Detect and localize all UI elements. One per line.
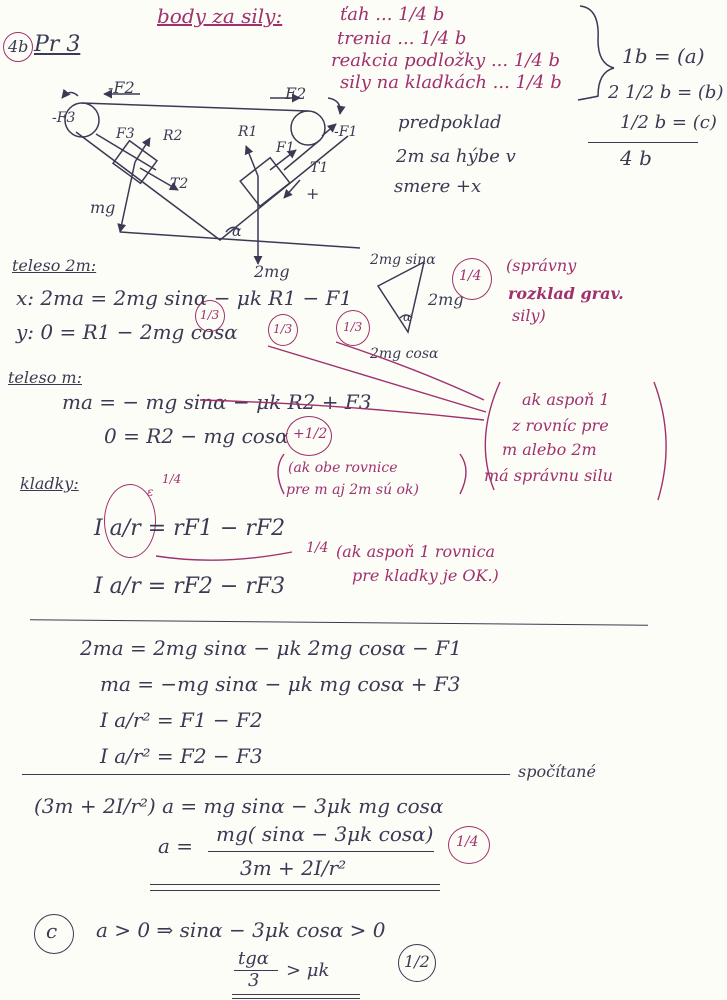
- connector-3: [200, 400, 484, 420]
- arrow-neg-f1: [322, 124, 336, 136]
- assumption-line-1: predpoklad: [398, 112, 502, 133]
- label-f3: F3: [116, 126, 135, 142]
- decomposition-triangle: [378, 262, 424, 332]
- part-c-frac-den: 3: [248, 970, 260, 991]
- problem-label: Pr 3: [34, 32, 81, 57]
- scoring-brace: [578, 6, 614, 100]
- arrow-t1: [284, 180, 300, 198]
- triangle-score: 1/4: [459, 268, 482, 284]
- arrow-rotation-left: [62, 92, 78, 98]
- bodym-score: +1/2: [293, 426, 328, 442]
- bodym-equation-2: 0 = R2 − mg cosα: [104, 424, 289, 448]
- part-c-inequality: a > 0 ⇒ sinα − 3μk cosα > 0: [96, 918, 386, 942]
- bodym-note-bracket-left: [278, 454, 284, 494]
- pulleys-equation-2: I a/r = rF2 − rF3: [94, 574, 286, 599]
- body2m-y-equation: y: 0 = R1 − 2mg cosα: [16, 320, 238, 344]
- part-c-score: 1/2: [404, 952, 430, 971]
- body2m-score-2: 1/3: [273, 322, 293, 336]
- rope-top: [82, 103, 308, 111]
- triangle-angle-arc: [400, 315, 412, 318]
- label-plus: +: [306, 184, 320, 203]
- part-c-frac-num: tgα: [238, 948, 269, 969]
- result-a-lhs: a =: [158, 834, 194, 858]
- result-denominator: 3m + 2I/r²: [240, 856, 347, 880]
- arrow-r2: [135, 138, 150, 162]
- triangle-side-label: 2mg: [428, 290, 464, 309]
- label-alpha: α: [232, 224, 242, 240]
- system-equation-1: 2ma = 2mg sinα − μk 2mg cosα − F1: [80, 636, 462, 660]
- arrow-f1: [270, 150, 296, 170]
- body2m-score-3: 1/3: [343, 320, 363, 334]
- label-r2: R2: [163, 128, 183, 144]
- label-mg: mg: [90, 198, 116, 217]
- label-t1: T1: [310, 160, 329, 176]
- arrow-t2: [140, 168, 178, 190]
- triangle-note-1: (správny: [506, 256, 577, 275]
- side-note-3: m alebo 2m: [502, 440, 597, 459]
- label-neg-f2: -F2: [108, 78, 135, 97]
- pulleys-underline: [156, 552, 292, 560]
- bodym-note-bracket-right: [460, 454, 466, 494]
- body2m-title: teleso 2m:: [12, 256, 97, 275]
- pulleys-note-1: (ak aspoň 1 rovnica: [336, 542, 496, 561]
- left-pulley-icon: [65, 103, 99, 137]
- bodym-note-1: (ak obe rovnice: [288, 460, 398, 476]
- triangle-bottom-label: 2mg cosα: [370, 346, 439, 362]
- label-neg-f1: -F1: [334, 124, 358, 140]
- arrow-mg: [120, 162, 135, 232]
- body2m-score-1: 1/3: [200, 308, 220, 322]
- system-equation-4: I a/r² = F2 − F3: [100, 744, 263, 768]
- label-f1: F1: [276, 140, 295, 156]
- rope-left: [96, 134, 156, 170]
- points-total: 4 b: [620, 146, 652, 170]
- label-neg-f3: -F3: [52, 110, 76, 126]
- ground-line: [120, 232, 360, 248]
- part-c-rel: > μk: [286, 960, 330, 981]
- body2m-x-equation: x: 2ma = 2mg sinα − μk R1 − F1: [16, 286, 353, 310]
- pulleys-epsilon: ε: [147, 485, 154, 499]
- pulleys-score-2: 1/4: [306, 540, 329, 556]
- result-score: 1/4: [456, 834, 479, 850]
- pulleys-score-top: 1/4: [162, 472, 182, 486]
- ramp-surface: [76, 132, 348, 240]
- pulleys-note-2: pre kladky je OK.): [352, 566, 499, 585]
- label-2mg: 2mg: [254, 262, 290, 281]
- bodym-title: teleso m:: [8, 368, 82, 387]
- summed-label: spočítané: [518, 762, 596, 781]
- side-note-2: z rovníc pre: [512, 416, 609, 435]
- scoring-line-4: sily na kladkách ... 1/4 b: [340, 72, 562, 93]
- side-note-4: má správnu silu: [484, 466, 613, 485]
- side-note-bracket-left: [485, 382, 500, 490]
- triangle-note-3: sily): [512, 306, 546, 325]
- points-c: 1/2 b = (c): [620, 112, 717, 133]
- assumption-line-3: smere +x: [394, 176, 482, 197]
- points-a: 1b = (a): [622, 44, 705, 68]
- assumption-line-2: 2m sa hýbe v: [396, 146, 516, 167]
- side-note-bracket-right: [654, 382, 666, 500]
- bodym-equation-1: ma = − mg sinα − μk R2 + F3: [62, 390, 372, 414]
- result-numerator: mg( sinα − 3μk cosα): [216, 822, 434, 846]
- scoring-line-2: trenia ... 1/4 b: [337, 28, 467, 49]
- bodym-note-2: pre m aj 2m sú ok): [286, 482, 419, 498]
- pulleys-equation-1: I a/r = rF1 − rF2: [94, 516, 286, 541]
- triangle-alpha: α: [403, 310, 412, 324]
- triangle-note-2: rozklad grav.: [508, 284, 624, 303]
- system-equation-3: I a/r² = F1 − F2: [100, 708, 263, 732]
- label-r1: R1: [238, 124, 258, 140]
- arrow-rotation-right: [328, 98, 340, 114]
- block-2m: [240, 158, 290, 207]
- part-c-label: c: [46, 919, 58, 943]
- scoring-line-3: reakcia podložky ... 1/4 b: [331, 50, 561, 71]
- pulleys-title: kladky:: [20, 474, 79, 493]
- points-b: 2 1/2 b = (b): [608, 82, 724, 103]
- problem-id: 4b: [8, 37, 29, 56]
- scoring-title: body za sily:: [157, 4, 283, 28]
- side-note-1: ak aspoň 1: [522, 390, 610, 409]
- result-equation: (3m + 2I/r²) a = mg sinα − 3μk mg cosα: [34, 794, 444, 818]
- scoring-line-1: ťah ... 1/4 b: [340, 4, 445, 25]
- triangle-top-label: 2mg sinα: [370, 252, 436, 268]
- label-f2: F2: [285, 84, 307, 103]
- label-t2: T2: [170, 176, 189, 192]
- system-equation-2: ma = −mg sinα − μk mg cosα + F3: [100, 672, 461, 696]
- connector-2: [336, 342, 484, 400]
